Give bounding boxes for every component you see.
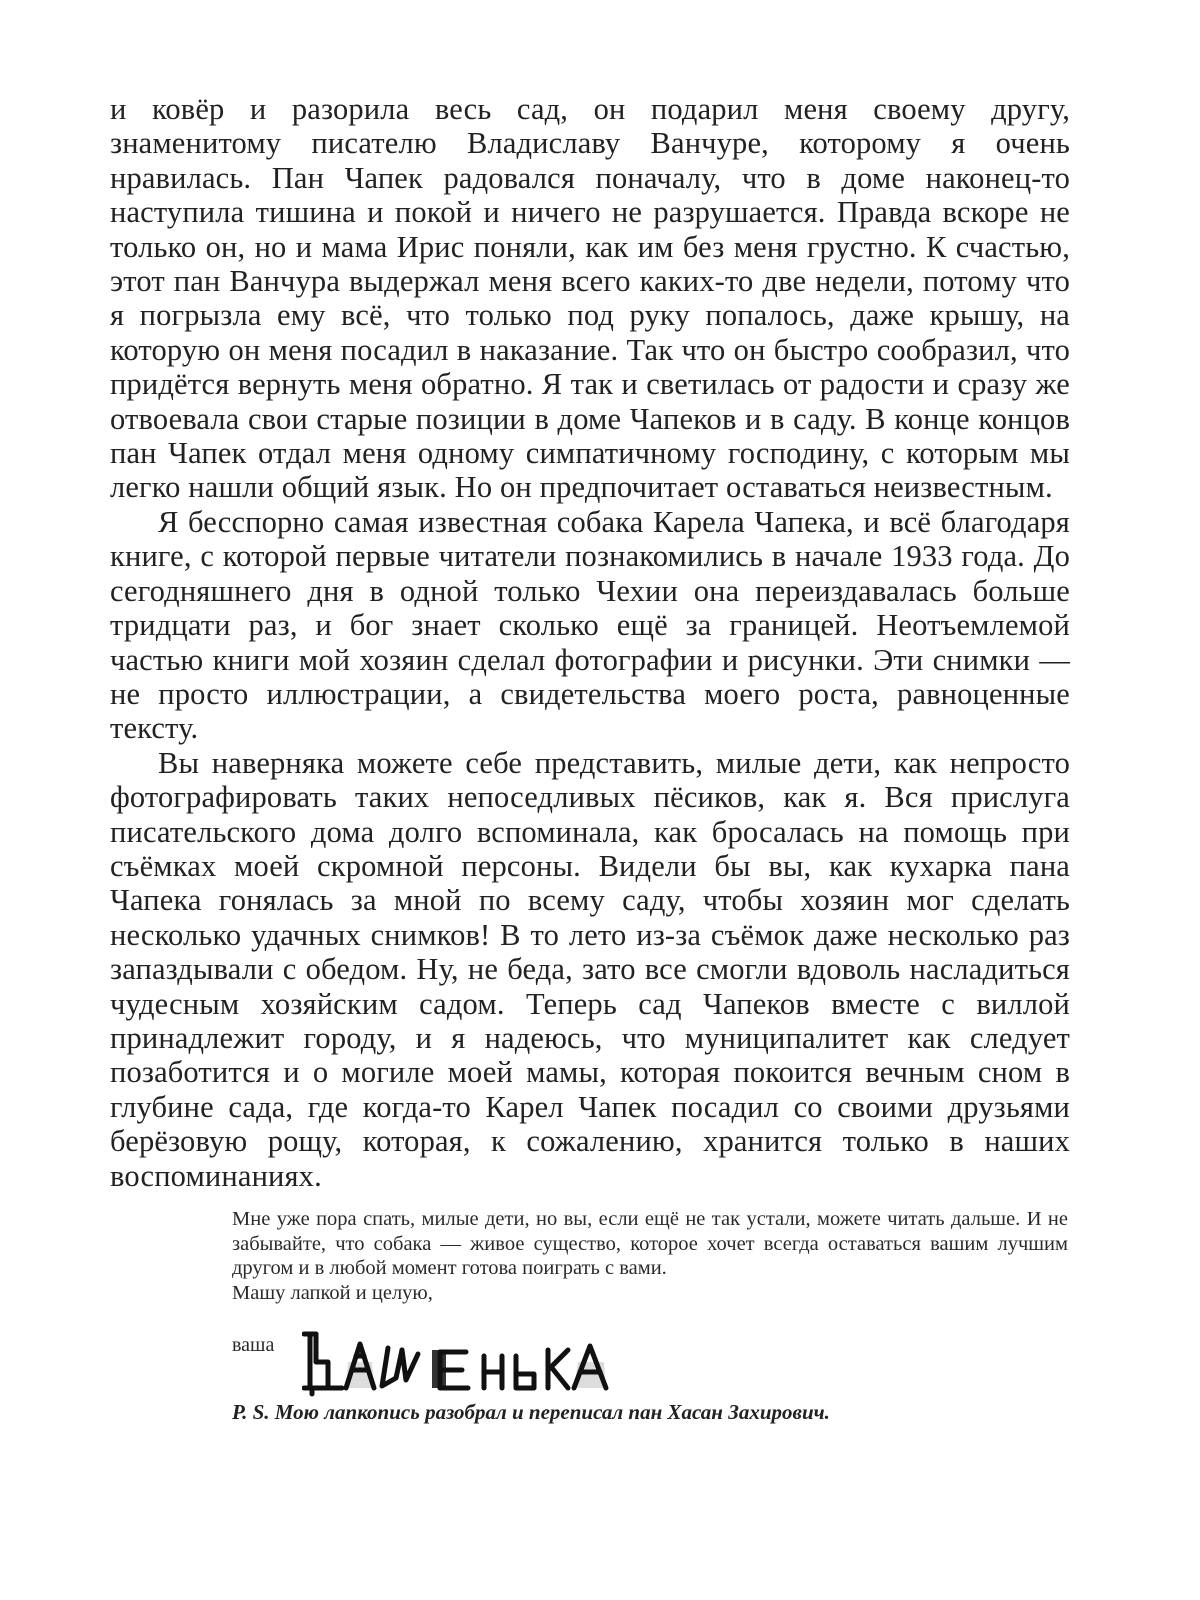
page-body — [110, 92, 1070, 1193]
main-text — [110, 92, 1070, 1193]
postscript: P. S. Мою лапкопись разобрал и переписал пан Хасан Захирович. — [232, 1400, 830, 1424]
closing-letter-body: Мне уже пора спать, милые дети, но вы, если ещё не так устали, можете читать дальше. И не забывайте, что собака — живое существо, которое хочет всегда оставаться вашим лучшим другом и в любой момент готова поиграть с вами. — [232, 1208, 1068, 1279]
paragraph-1: и ковёр и разорила весь сад, он подарил меня своему другу, знаменитому писателю Владиславу Ванчуре, которому я очень нравилась. Пан Чапек радовался поначалу, что в доме наконец-то наступила тишина и покой и ничего не разрушается. Правда вскоре не только он, но и мама Ирис поняли, как им без меня грустно. К счастью, этот пан Ванчура выдержал меня всего каких-то две недели, потому что я погрызла ему всё, что только под руку попалось, даже крышу, на которую он меня посадил в наказание. Так что он быстро сообразил, что придётся вернуть меня обратно. Я так и светилась от радости и сразу же отвоевала свои старые позиции в доме Чапеков и в саду. В конце концов пан Чапек отдал меня одному симпатичному господину, с которым мы легко нашли общий язык. Но он предпочитает оставаться неизвестным. — [110, 92, 1070, 505]
closing-letter-text — [232, 1207, 1068, 1305]
paragraph-3: Вы наверняка можете себе представить, милые дети, как непросто фотографировать таких непоседливых пёсиков, как я. Вся прислуга писательского дома долго вспоминала, как бросалась на помощь при съёмках моей скромной персоны. Видели бы вы, как кухарка пана Чапека гонялась за мной по всему саду, чтобы хозяин мог сделать несколько удачных снимков! В то лето из-за съёмок даже несколько раз запаздывали с обедом. Ну, не беда, зато все смогли вдоволь насладиться чудесным хозяйским садом. Теперь сад Чапеков вместе с виллой принадлежит городу, и я надеюсь, что муниципалитет как следует позаботится и о могиле моей мамы, которая покоится вечным сном в глубине сада, где когда-то Карел Чапек посадил со своими друзьями берёзовую рощу, которая, к сожалению, хранится только в наших воспоминаниях. — [110, 745, 1070, 1193]
signature-prefix: ваша — [232, 1334, 275, 1356]
closing-farewell: Машу лапкой и целую, — [232, 1281, 433, 1304]
paragraph-2: Я бесспорно самая известная собака Карела Чапека, и всё благодаря книге, с которой первые читатели познакомились в начале 1933 года. До сегодняшнего дня в одной только Чехии она переиздавалась больше тридцати раз, и бог знает сколько ещё за границей. Неотъемлемой частью книги мой хозяин сделал фотографии и рисунки. Эти снимки — не просто иллюстрации, а свидетельства моего роста, равноценные тексту. — [110, 504, 1070, 746]
signature-block — [232, 1322, 832, 1402]
closing-letter — [232, 1207, 1068, 1305]
handwritten-signature — [302, 1322, 622, 1402]
